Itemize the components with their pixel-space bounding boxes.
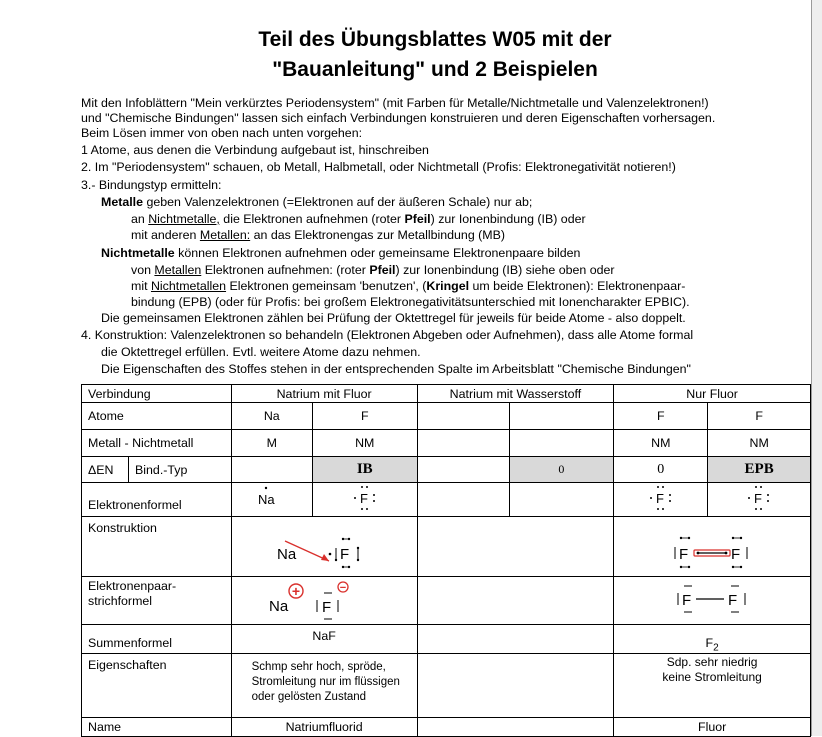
f2-strich-drawing xyxy=(620,577,804,621)
metalle-word: Metalle xyxy=(101,195,144,209)
strichformel-naf xyxy=(231,577,417,625)
label-strich-line2: strichformel xyxy=(88,594,153,608)
row-eigenschaften xyxy=(82,654,811,718)
text-span: die Elektronen aufnehmen (roter xyxy=(219,212,405,226)
nichtmetalle-line-b xyxy=(131,279,685,294)
metall-f1: NM xyxy=(614,430,708,457)
konstruktion-na-text: Na xyxy=(277,546,297,563)
strich-f1-text: F xyxy=(682,592,692,609)
text-span: mit xyxy=(131,279,151,293)
nichtmetalle-word: Nichtmetalle xyxy=(101,246,175,260)
row-konstruktion xyxy=(82,517,811,577)
f-lewis-symbol xyxy=(350,483,380,513)
metalle-line-a xyxy=(131,212,586,227)
en-nah xyxy=(417,457,509,483)
pfeil-bold: Pfeil xyxy=(404,212,431,226)
metall-na: M xyxy=(231,430,312,457)
ef-f1-text: F xyxy=(655,491,664,506)
row-metall xyxy=(82,430,811,457)
ef-f2-text: F xyxy=(754,491,763,506)
eigen-f2 xyxy=(614,654,811,718)
nichtmetalle-line-c: bindung (EPB) (oder für Profis: bei großem Elektronegativitätsunterschied mit Ionencharakter EPBIC). xyxy=(131,295,690,309)
konstruktion-f-text: F xyxy=(340,546,350,563)
eigen-naf-line1: Schmp sehr hoch, spröde, xyxy=(251,661,386,673)
strich-f-text: F xyxy=(322,599,332,616)
summen-f-base: F xyxy=(705,635,714,650)
metalle-text: geben Valenzelektronen (=Elektronen auf der äußeren Schale) nur ab; xyxy=(143,195,533,209)
label-delta-en: ΔEN xyxy=(82,457,129,483)
step-4-line2: die Oktettregel erfüllen. Evtl. weitere Atome dazu nehmen. xyxy=(101,345,421,359)
nichtmetallen-underlined: Nichtmetallen xyxy=(150,279,227,293)
metalle-line-b xyxy=(131,228,505,243)
nichtmetalle-line xyxy=(101,246,580,261)
text-span: mit anderen xyxy=(131,228,200,242)
bindungen-table xyxy=(81,384,811,737)
label-elektronenformel: Elektronenformel xyxy=(82,483,232,517)
step-3: 3.- Bindungstyp ermitteln: xyxy=(81,178,222,192)
ef-nah-1 xyxy=(417,483,509,517)
strichformel-f2 xyxy=(614,577,811,625)
f2-construction-drawing xyxy=(620,517,804,573)
minus-charge-sign: − xyxy=(339,582,347,594)
pfeil-bold: Pfeil xyxy=(369,263,396,277)
bindtyp-naf: IB xyxy=(312,457,417,483)
eigen-nah xyxy=(417,654,614,718)
intro-line3: Beim Lösen immer von oben nach unten vorgehen: xyxy=(81,126,363,140)
label-strich-line1: Elektronenpaar- xyxy=(88,579,177,593)
atome-na: Na xyxy=(231,403,312,430)
shared-electrons-line: Die gemeinsamen Elektronen zählen bei Prüfung der Oktettregel für jeweils für beide Atome - also doppelt. xyxy=(101,311,686,325)
summen-naf: NaF xyxy=(231,625,417,654)
text-span: ) zur Ionenbindung (IB) oder xyxy=(430,212,586,226)
label-atome: Atome xyxy=(82,403,232,430)
label-metall-nichtmetall: Metall - Nichtmetall xyxy=(82,430,232,457)
text-span: von xyxy=(131,263,155,277)
naf-construction-drawing xyxy=(237,517,411,573)
header-natrium-wasserstoff: Natrium mit Wasserstoff xyxy=(417,385,614,403)
ef-na-cell xyxy=(231,483,312,517)
text-span: an xyxy=(131,212,149,226)
label-summenformel: Summenformel xyxy=(82,625,232,654)
metall-nah-2 xyxy=(509,430,614,457)
label-eigenschaften: Eigenschaften xyxy=(82,654,232,718)
en-naf xyxy=(231,457,312,483)
bindtyp-nah: 0 xyxy=(509,457,614,483)
ef-f1-cell xyxy=(614,483,708,517)
header-verbindung: Verbindung xyxy=(82,385,232,403)
label-bind-typ: Bind.-Typ xyxy=(129,457,232,483)
row-summenformel xyxy=(82,625,811,654)
eigen-naf-line2: Stromleitung nur im flüssigen xyxy=(251,676,400,688)
metallen-underlined: Metallen: xyxy=(199,228,251,242)
eigen-f2-line1: Sdp. sehr niedrig xyxy=(666,655,758,669)
metall-nah-1 xyxy=(417,430,509,457)
ef-f-cell xyxy=(312,483,417,517)
ef-nah-2 xyxy=(509,483,614,517)
row-strichformel xyxy=(82,577,811,625)
text-span: ) zur Ionenbindung (IB) siehe oben oder xyxy=(395,263,615,277)
intro-line2: und "Chemische Bindungen" lassen sich einfach Verbindungen konstruieren und deren Eigenschaften vorhersagen. xyxy=(81,111,716,125)
kringel-bold: Kringel xyxy=(426,279,470,293)
header-row xyxy=(82,385,811,403)
en-f2: 0 xyxy=(614,457,708,483)
label-strichformel xyxy=(82,577,232,625)
eigen-naf-line3: oder gelösten Zustand xyxy=(251,691,367,703)
f1-lewis-symbol xyxy=(646,483,676,513)
row-en-bindtyp xyxy=(82,457,811,483)
name-f2: Fluor xyxy=(614,718,811,737)
nichtmetalle-text: können Elektronen aufnehmen oder gemeinsame Elektronenpaare bilden xyxy=(174,246,581,260)
name-naf: Natriumfluorid xyxy=(231,718,417,737)
name-nah xyxy=(417,718,614,737)
text-span: um beide Elektronen): Elektronenpaar- xyxy=(469,279,686,293)
atome-nah-1 xyxy=(417,403,509,430)
konstruktion-f1-text: F xyxy=(679,546,689,563)
row-elektronenformel xyxy=(82,483,811,517)
text-span: Elektronen aufnehmen: (roter xyxy=(201,263,370,277)
page-shadow xyxy=(812,0,822,736)
page-title-line2: "Bauanleitung" und 2 Beispielen xyxy=(272,58,598,81)
text-span: an das Elektronengas zur Metallbindung (MB) xyxy=(250,228,505,242)
konstruktion-f2 xyxy=(614,517,811,577)
atome-f1: F xyxy=(614,403,708,430)
metalle-line xyxy=(101,195,532,210)
label-name: Name xyxy=(82,718,232,737)
plus-charge-sign: + xyxy=(292,583,301,599)
ef-na-text: Na xyxy=(257,492,275,507)
header-nur-fluor: Nur Fluor xyxy=(614,385,811,403)
step-4-line3: Die Eigenschaften des Stoffes stehen in der entsprechenden Spalte im Arbeitsblatt "Chemische Bindungen" xyxy=(101,362,691,376)
nichtmetalle-line-a xyxy=(131,263,615,278)
eigen-naf xyxy=(231,654,417,718)
nichtmetalle-underlined: Nichtmetalle, xyxy=(148,212,220,226)
eigen-f2-line2: keine Stromleitung xyxy=(662,670,762,684)
konstruktion-f2-text: F xyxy=(731,546,741,563)
f2-lewis-symbol xyxy=(744,483,774,513)
metallen-underlined: Metallen xyxy=(154,263,202,277)
metall-f: NM xyxy=(312,430,417,457)
metall-f2: NM xyxy=(708,430,811,457)
atome-f2: F xyxy=(708,403,811,430)
summen-f2 xyxy=(614,625,811,654)
step-2: 2. Im "Periodensystem" schauen, ob Metall, Halbmetall, oder Nichtmetall (Profis: Elektronegativität notieren!) xyxy=(81,160,676,174)
konstruktion-naf xyxy=(231,517,417,577)
intro-line1: Mit den Infoblättern "Mein verkürztes Periodensystem" (mit Farben für Metalle/Nichtmetalle und Valenzelektronen!) xyxy=(81,96,709,110)
atome-f: F xyxy=(312,403,417,430)
label-konstruktion: Konstruktion xyxy=(82,517,232,577)
ef-f-text: F xyxy=(359,491,368,506)
bindtyp-f2: EPB xyxy=(708,457,811,483)
row-atome xyxy=(82,403,811,430)
page-title-line1: Teil des Übungsblattes W05 mit der xyxy=(258,28,612,51)
atome-nah-2 xyxy=(509,403,614,430)
strich-f2-text: F xyxy=(728,592,738,609)
summen-f-sub: 2 xyxy=(713,642,719,653)
step-1: 1 Atome, aus denen die Verbindung aufgebaut ist, hinschreiben xyxy=(81,143,429,157)
row-name xyxy=(82,718,811,737)
text-span: Elektronen gemeinsam 'benutzen', ( xyxy=(226,279,427,293)
step-4: 4. Konstruktion: Valenzelektronen so behandeln (Elektronen Abgeben oder Aufnehmen), dass alle Atome formal xyxy=(81,328,694,342)
strich-na-text: Na xyxy=(269,598,289,615)
strichformel-nah xyxy=(417,577,614,625)
konstruktion-nah xyxy=(417,517,614,577)
na-lewis-symbol xyxy=(252,485,292,511)
ef-f2-cell xyxy=(708,483,811,517)
naf-strich-drawing xyxy=(237,577,411,621)
header-natrium-fluor: Natrium mit Fluor xyxy=(231,385,417,403)
summen-nah xyxy=(417,625,614,654)
